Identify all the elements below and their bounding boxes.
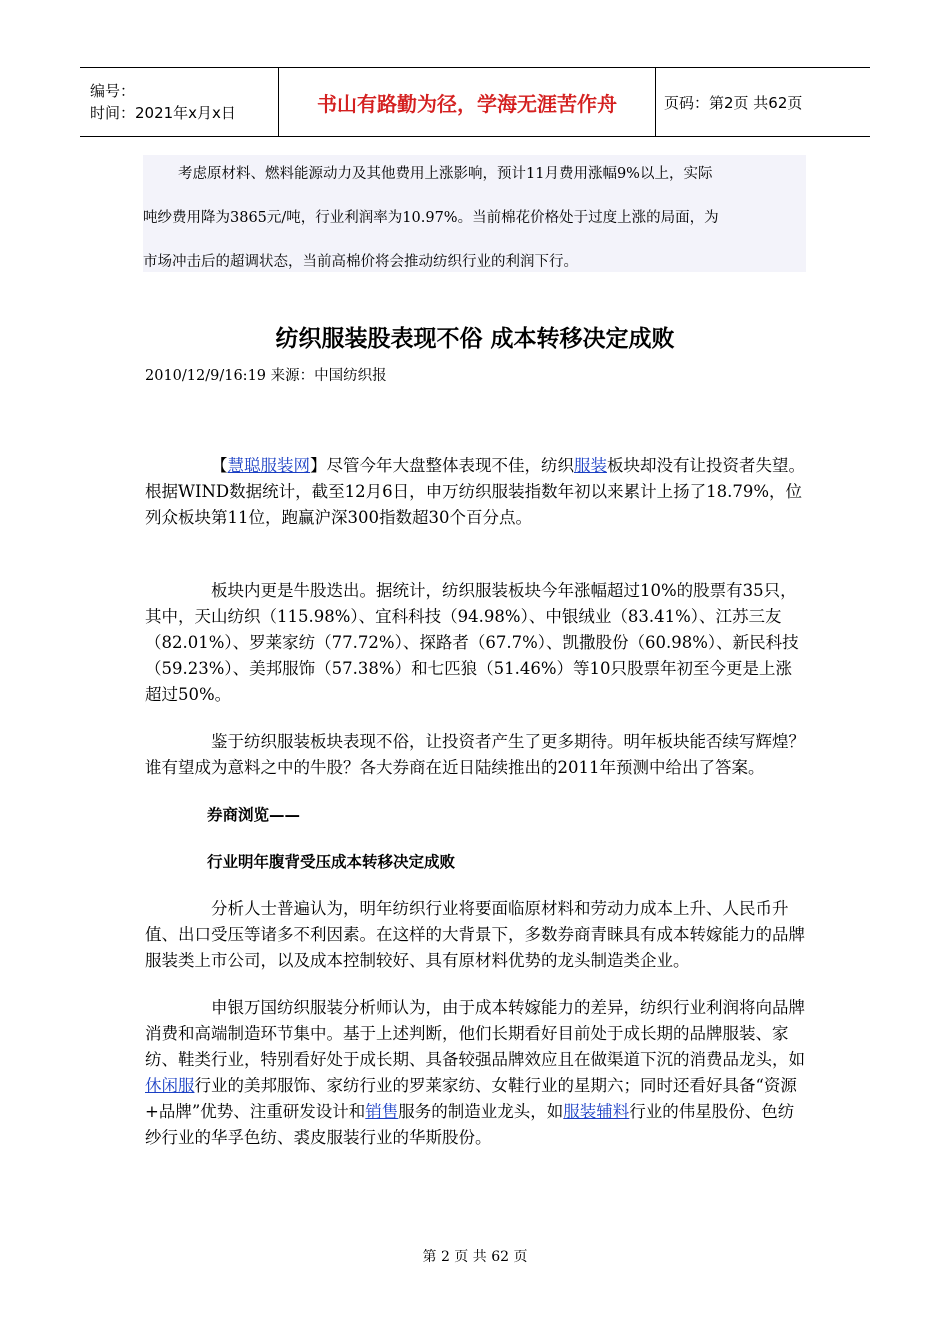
paragraph-3: 鉴于纺织服装板块表现不俗，让投资者产生了更多期待。明年板块能否续写辉煌？谁有望成为意料之中的牛股？各大券商在近日陆续推出的2011年预测中给出了答案。 [145, 732, 805, 777]
xiuxian-link[interactable]: 休闲服 [145, 1076, 195, 1095]
fuliao-link[interactable]: 服装辅料 [563, 1102, 630, 1121]
page-code: 页码：第2页 共62页 [664, 93, 803, 112]
source-link[interactable]: 慧聪服装网 [227, 456, 310, 475]
xiaoshou-link[interactable]: 销售 [365, 1102, 399, 1121]
header-motto-cell [279, 68, 656, 136]
number-label: 编号： [90, 82, 136, 100]
intro-shaded-block [143, 155, 806, 272]
intro-line-1: 考虑原材料、燃料能源动力及其他费用上涨影响，预计11月费用涨幅9%以上，实际 [178, 166, 713, 182]
paragraph-4: 分析人士普遍认为，明年纺织行业将要面临原材料和劳动力成本上升、人民币升值、出口受压等诸多不利因素。在这样的大背景下，多数券商青睐具有成本转嫁能力的品牌服装类上市公司，以及成本控制较好、具有原材料优势的龙头制造类企业。 [145, 899, 805, 970]
page-footer: 第 2 页 共 62 页 [422, 1249, 528, 1265]
paragraph-1-text-a: 尽管今年大盘整体表现不佳，纺织 [326, 456, 574, 475]
paragraph-1-text-b: 板块却没有让投资者失望。根据WIND数据统计，截至12月6日，申万纺织服装指数年初以来累计上扬了18.79%，位列众板块第11位，跑赢沪深300指数超30个百分点。 [145, 456, 805, 527]
paragraph-5-text-c: 服务的制造业龙头，如 [398, 1102, 564, 1121]
article-meta: 2010/12/9/16:19 来源：中国纺织报 [145, 368, 387, 384]
paragraph-5 [145, 995, 805, 1151]
intro-line-2: 吨纱费用降为3865元/吨，行业利润率为10.97%。当前棉花价格处于过度上涨的局面，为 [143, 210, 719, 226]
fuzhuang-link[interactable]: 服装 [574, 456, 607, 475]
article-body [145, 453, 805, 1151]
motto-text: 书山有路勤为径，学海无涯苦作舟 [317, 91, 617, 116]
intro-line-3: 市场冲击后的超调状态，当前高棉价将会推动纺织行业的利润下行。 [143, 254, 578, 270]
section-heading-brokers: 券商浏览—— [207, 806, 301, 824]
article-title: 纺织服装股表现不俗 成本转移决定成败 [275, 326, 675, 352]
bracket-close: 】 [310, 456, 327, 475]
paragraph-5-text-b: 行业的美邦服饰、家纺行业的罗莱家纺、女鞋行业的星期六；同时还看好具备“资源+品牌”优势、注重研发设计和 [145, 1076, 797, 1121]
page-header [80, 67, 870, 137]
paragraph-2: 板块内更是牛股迭出。据统计，纺织服装板块今年涨幅超过10%的股票有35只，其中，天山纺织（115.98%）、宜科科技（94.98%）、中银绒业（83.41%）、江苏三友（82.01%）、罗莱家纺（77.72%）、探路者（67.7%）、凯撒股份（60.98%）、新民科技（59.23%）、美邦服饰（57.38%）和七匹狼（51.46%）等10只股票年初至今更是上涨超过50%。 [145, 581, 799, 704]
section-heading-industry: 行业明年腹背受压成本转移决定成败 [207, 853, 456, 871]
time-label: 时间：2021年x月x日 [90, 104, 236, 122]
paragraph-5-text-a: 申银万国纺织服装分析师认为，由于成本转嫁能力的差异，纺织行业利润将向品牌消费和高端制造环节集中。基于上述判断，他们长期看好目前处于成长期的品牌服装、家纺、鞋类行业，特别看好处于成长期、具备较强品牌效应且在做渠道下沉的消费品龙头，如 [145, 998, 805, 1069]
paragraph-5-text-d: 行业的伟星股份、色纺纱行业的华孚色纺、裘皮服装行业的华斯股份。 [145, 1102, 795, 1147]
header-info-cell [80, 68, 279, 136]
paragraph-1 [145, 453, 805, 531]
bracket-open: 【 [211, 456, 228, 475]
header-page-cell [656, 68, 870, 136]
